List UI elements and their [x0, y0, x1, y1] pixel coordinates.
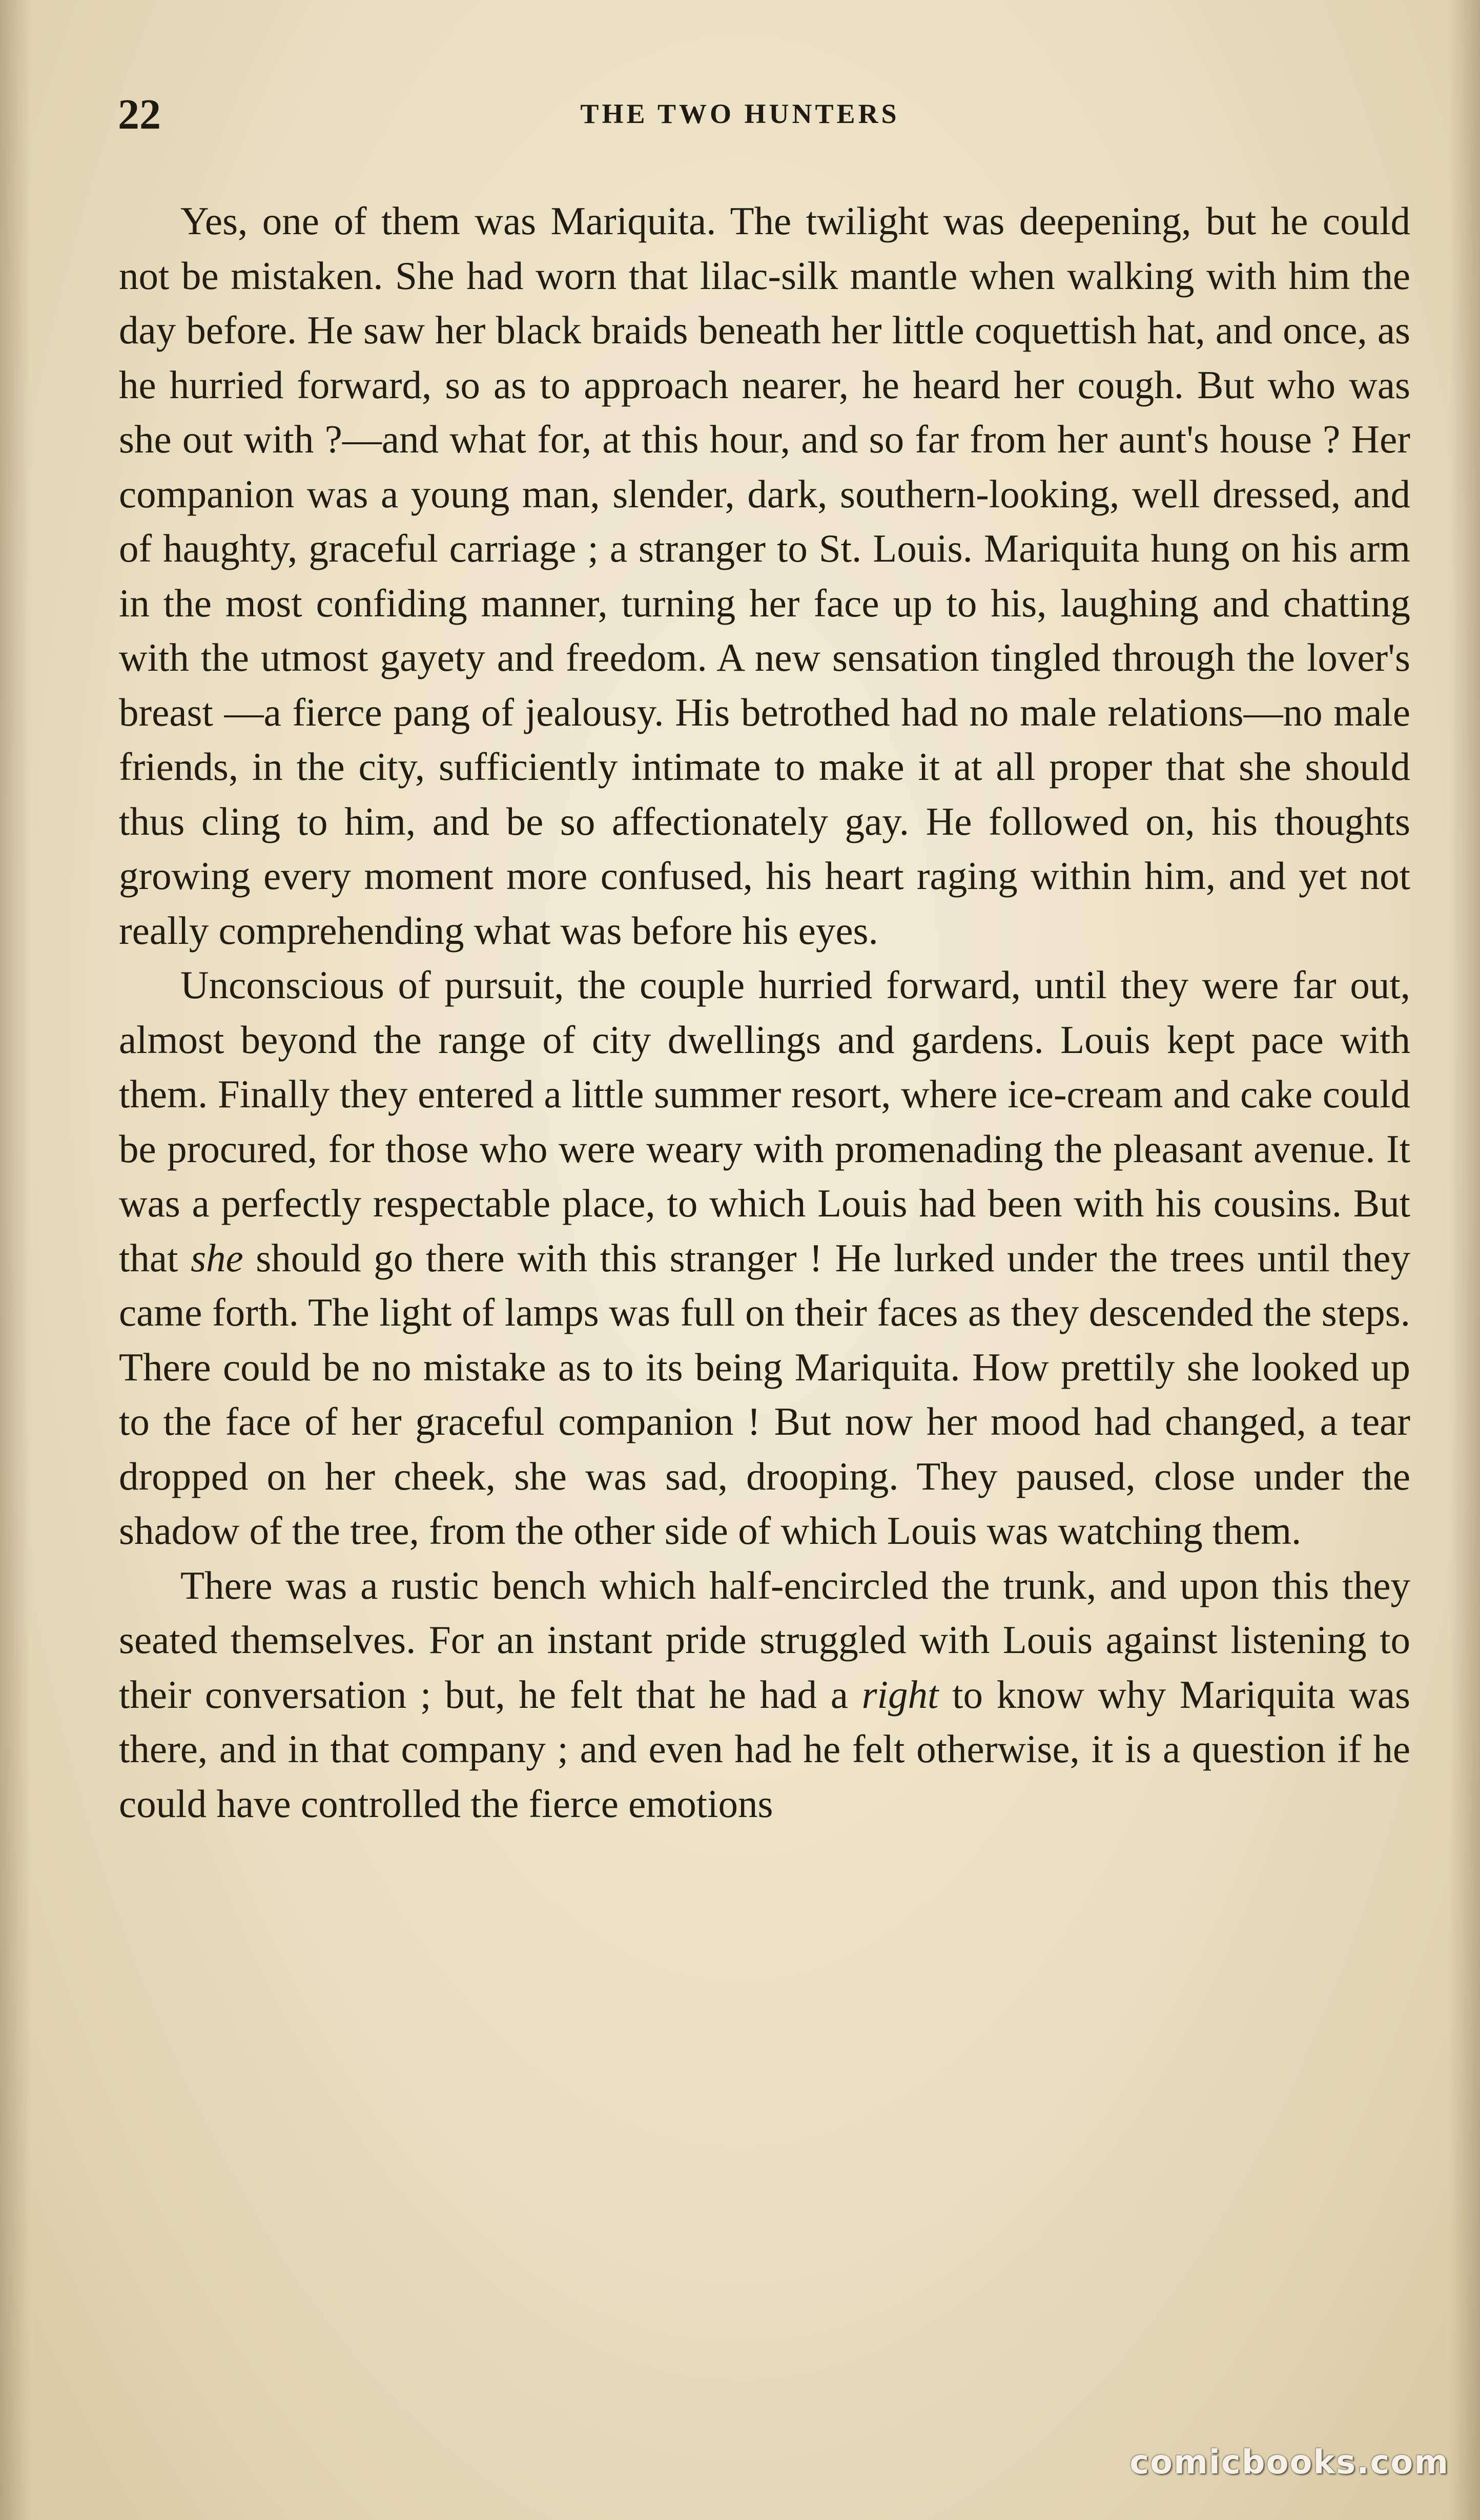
paragraph — [119, 1558, 1410, 1831]
text-run: to know why Mariquita was there, and in that company ; and even had he felt otherwise, it is a question if he could have controlled the fierce emotions — [119, 1672, 1410, 1826]
page-number: 22 — [118, 91, 161, 138]
italic-word: she — [191, 1235, 243, 1280]
paragraph — [119, 194, 1410, 958]
page-edge-shadow-left — [0, 0, 31, 2520]
text-run: There was a rustic bench which half-encircled the trunk, and upon this they seated themselves. For an instant pride struggled with Louis against listening to their conversation ; but, he felt that he had a — [119, 1563, 1410, 1717]
text-run: should go there with this stranger ! He lurked under the trees until they came forth. The light of lamps was full on their faces as they descended the steps. There could be no mistake as to its being Mariquita. How prettily she looked up to the face of her graceful companion ! But now her mood had changed, a tear dropped on her cheek, she was sad, drooping. They paused, close under the shadow of the tree, from the other side of which Louis was watching them. — [119, 1235, 1410, 1553]
site-watermark: comicbooks.com — [1129, 2444, 1449, 2482]
running-title: THE TWO HUNTERS — [580, 98, 900, 129]
page-header — [118, 90, 1362, 136]
text-run: Unconscious of pursuit, the couple hurried forward, until they were far out, almost beyond the range of city dwellings and gardens. Louis kept pace with them. Finally they entered a little summer resort, where ice-cream and cake could be procured, for those who were weary with promenading the pleasant avenue. It was a perfectly respectable place, to which Louis had been with his cousins. But that — [119, 963, 1410, 1280]
text-run: Yes, one of them was Mariquita. The twilight was deepening, but he could not be mistaken. She had worn that lilac-silk mantle when walking with him the day before. He saw her black braids beneath her little coquettish hat, and once, as he hurried forward, so as to approach nearer, he heard her cough. But who was she out with ?—and what for, at this hour, and so far from her aunt's house ? Her companion was a young man, slender, dark, southern-looking, well dressed, and of haughty, graceful carriage ; a stranger to St. Louis. Mariquita hung on his arm in the most confiding manner, turning her face up to his, laughing and chatting with the utmost gayety and freedom. A new sensation tingled through the lover's breast —a fierce pang of jealousy. His betrothed had no male relations—no male friends, in the city, sufficiently intimate to make it at all proper that she should thus cling to him, and be so affectionately gay. He followed on, his thoughts growing every moment more confused, his heart raging within him, and yet not really comprehending what was before his eyes. — [119, 199, 1410, 953]
body-text — [119, 194, 1410, 1831]
italic-word: right — [861, 1672, 939, 1717]
paragraph — [119, 958, 1410, 1558]
page-edge-shadow-right — [1449, 0, 1480, 2520]
